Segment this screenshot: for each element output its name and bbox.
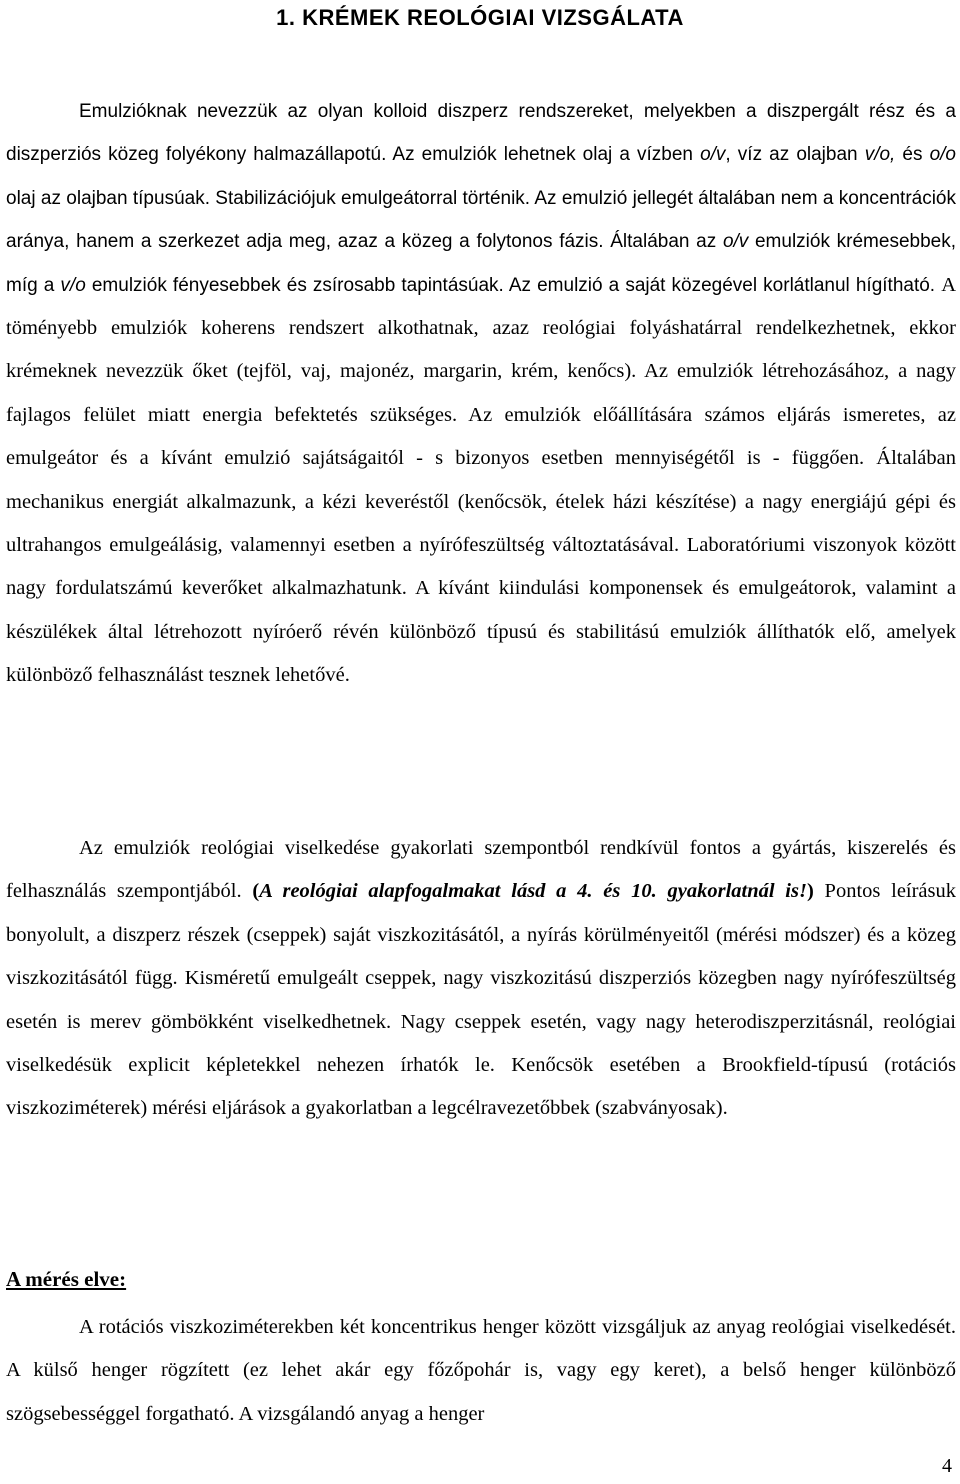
emulsion-type-oo: o/o: [929, 144, 956, 166]
text-run: , víz az olajban: [725, 144, 865, 166]
emulsion-type-vo: v/o,: [864, 144, 896, 166]
text-run: Emulzióknak nevezzük az olyan kolloid diszperz rendszereket, melyekben a diszpergált rész és a diszperziós közeg folyékony halmazállapotú. Az emulziók lehetnek olaj a vízben: [6, 101, 956, 166]
page-number: 4: [942, 1455, 952, 1477]
emulsion-type-vo: v/o: [60, 274, 86, 296]
text-run: olaj az olajban típusúak. Stabilizációjuk emulgeátorral történik. Az emulzió jellegét általában nem a koncentrációk aránya, hanem a szerkezet adja meg, azaz a közeg a folytonos fázis. Általában az: [6, 187, 956, 253]
reference-note: A reológiai alapfogalmakat lásd a 4. és 10. gyakorlatnál is!: [259, 880, 807, 903]
text-run: emulziók fényesebbek és zsírosabb tapintásúak. Az emulzió a saját közegével korlátlanul hígítható.: [85, 274, 942, 296]
text-run: Pontos leírásuk bonyolult, a diszperz részek (cseppek) saját viszkozitásától, a nyírás körülményeitől (mérési módszer) és a közeg viszkozitásától függ. Kisméretű emulgeált cseppek, nagy viszkozitású diszperziós közegben nagy nyírófeszültség esetén is merev gömbökként viselkedhetnek. Nagy cseppek esetén, vagy nagy heterodiszperzitásnál, reológiai viselkedésük explicit képletekkel nehezen írhatók le. Kenőcsök esetében a Brookfield-típusú (rotációs viszkoziméterek) mérési eljárások a gyakorlatban a legcélravezetőbbek (szabványosak).: [6, 880, 957, 1120]
paragraph-intro: [6, 90, 956, 698]
page-title: 1. KRÉMEK REOLÓGIAI VIZSGÁLATA: [276, 5, 684, 30]
section-heading: A mérés elve:: [6, 1267, 127, 1291]
paragraph-rheology: [6, 827, 956, 1131]
text-run: emulziók krémesebbek, míg a: [6, 231, 956, 296]
emulsion-type-ov: o/v: [722, 231, 749, 253]
text-run: A töményebb emulziók koherens rendszert alkothatnak, azaz reológiai folyáshatárral rendelkezhetnek, ekkor krémeknek nevezzük őket (tejföl, vaj, majonéz, margarin, krém, kenőcs). Az emulziók létrehozásához, a nagy fajlagos felület miatt energia befektetés szükséges. Az emulziók előállítására számos eljárás ismeretes, az emulgeátor és a kívánt emulzió sajátságaitól - s bizonyos esetben mennyiségétől is - függően. Általában mechanikus energiát alkalmazunk, a kézi keveréstől (kenőcsök, ételek házi készítése) a nagy energiájú gépi és ultrahangos emulgeálásig, valamennyi esetben a nyírófeszültség változtatásával. Laboratóriumi viszonyok között nagy fordulatszámú keverőket alkalmazhatunk. A kívánt kiindulási komponensek és emulgeátorok, valamint a készülékek által létrehozott nyíróerő révén különböző típusú és stabilitású emulziók állíthatók elő, amelyek különböző felhasználást tesznek lehetővé.: [6, 273, 956, 687]
reference-note-open: (: [252, 880, 260, 903]
reference-note-close: ): [806, 880, 814, 903]
text-run: Az emulziók reológiai viselkedése gyakorlati szempontból rendkívül fontos a gyártás, kiszerelés és felhasználás szempontjából.: [6, 837, 956, 903]
paragraph-principle: [6, 1306, 956, 1436]
emulsion-type-ov: o/v: [700, 144, 726, 166]
text-run: és: [895, 144, 930, 166]
text-run: A rotációs viszkoziméterekben két koncentrikus henger között vizsgáljuk az anyag reológiai viselkedését. A külső henger rögzített (ez lehet akár egy főzőpohár is, vagy egy keret), a belső henger különböző szögsebességgel forgatható. A vizsgálandó anyag a henger: [6, 1316, 956, 1425]
